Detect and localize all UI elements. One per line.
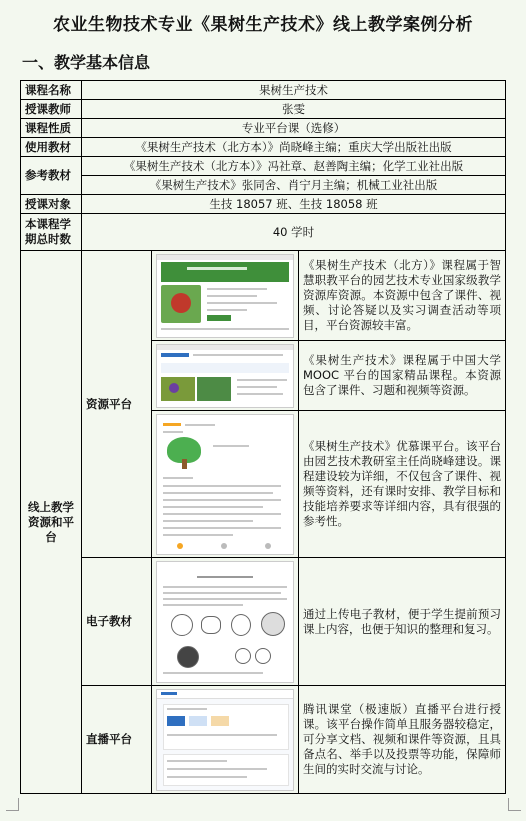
value-hours: 40 学时 (82, 214, 506, 251)
screenshot-live (152, 686, 299, 794)
row-textbook (21, 138, 506, 157)
section-heading: 一、教学基本信息 (22, 53, 151, 72)
live-screenshot-image (156, 689, 294, 791)
label-resources: 线上教学资源和平台 (21, 251, 82, 794)
page-title: 农业生物技术专业《果树生产技术》线上教学案例分析 (53, 15, 473, 35)
corner-mark-right (508, 798, 521, 811)
row-live (21, 686, 506, 794)
value-reference-1: 《果树生产技术（北方本）》冯社章、赵善陶主编；化学工业社出版 (82, 157, 506, 176)
desc-live: 腾讯课堂（极速版）直播平台进行授课。该平台操作简单且服务器较稳定，可分享文档、视频和课件等资源，且具备点名、举手以及投票等功能，保障师生间的实时交流与讨论。 (299, 686, 506, 794)
label-hours: 本课程学期总时数 (21, 214, 82, 251)
desc-platform-2: 《果树生产技术》课程属于中国大学 MOOC 平台的国家精品课程。本资源包含了课件、习题和视频等资源。 (299, 341, 506, 411)
row-platform-1 (21, 251, 506, 341)
screenshot-icve (152, 251, 299, 341)
desc-platform-1: 《果树生产技术（北方）》课程属于智慧职教平台的园艺技术专业国家级教学资源库资源。本资源中包含了课件、视频、讨论答疑以及实习调查活动等项目，平台资源较丰富。 (299, 251, 506, 341)
value-teacher: 张雯 (82, 100, 506, 119)
icve-screenshot-image (156, 254, 294, 338)
value-course-name: 果树生产技术 (82, 81, 506, 100)
label-live: 直播平台 (82, 686, 152, 794)
row-target (21, 195, 506, 214)
row-nature (21, 119, 506, 138)
value-target: 生技 18057 班、生技 18058 班 (82, 195, 506, 214)
label-reference: 参考教材 (21, 157, 82, 195)
value-nature: 专业平台课（选修） (82, 119, 506, 138)
ebook-screenshot-image (156, 561, 294, 683)
corner-mark-left (6, 798, 19, 811)
row-reference-2 (21, 176, 506, 195)
screenshot-umooc (152, 411, 299, 558)
row-ebook (21, 558, 506, 686)
umooc-screenshot-image (156, 414, 294, 555)
row-reference-1 (21, 157, 506, 176)
label-platform: 资源平台 (82, 251, 152, 558)
value-reference-2: 《果树生产技术》张同舍、肖宁月主编；机械工业社出版 (82, 176, 506, 195)
label-nature: 课程性质 (21, 119, 82, 138)
row-course-name (21, 81, 506, 100)
row-teacher (21, 100, 506, 119)
label-ebook: 电子教材 (82, 558, 152, 686)
label-course-name: 课程名称 (21, 81, 82, 100)
label-textbook: 使用教材 (21, 138, 82, 157)
value-textbook: 《果树生产技术（北方本）》尚晓峰主编；重庆大学出版社出版 (82, 138, 506, 157)
label-target: 授课对象 (21, 195, 82, 214)
desc-ebook: 通过上传电子教材，便于学生提前预习课上内容，也便于知识的整理和复习。 (299, 558, 506, 686)
mooc-screenshot-image (156, 344, 294, 408)
screenshot-ebook (152, 558, 299, 686)
screenshot-mooc (152, 341, 299, 411)
row-hours (21, 214, 506, 251)
label-teacher: 授课教师 (21, 100, 82, 119)
course-info-table (20, 80, 506, 794)
desc-platform-3: 《果树生产技术》优慕课平台。该平台由园艺技术教研室主任尚晓峰建设。课程建设较为详细，不仅包含了课件、视频等资料，还有课时安排、教学目标和技能培养要求等详细内容，具有很强的参考性。 (299, 411, 506, 558)
